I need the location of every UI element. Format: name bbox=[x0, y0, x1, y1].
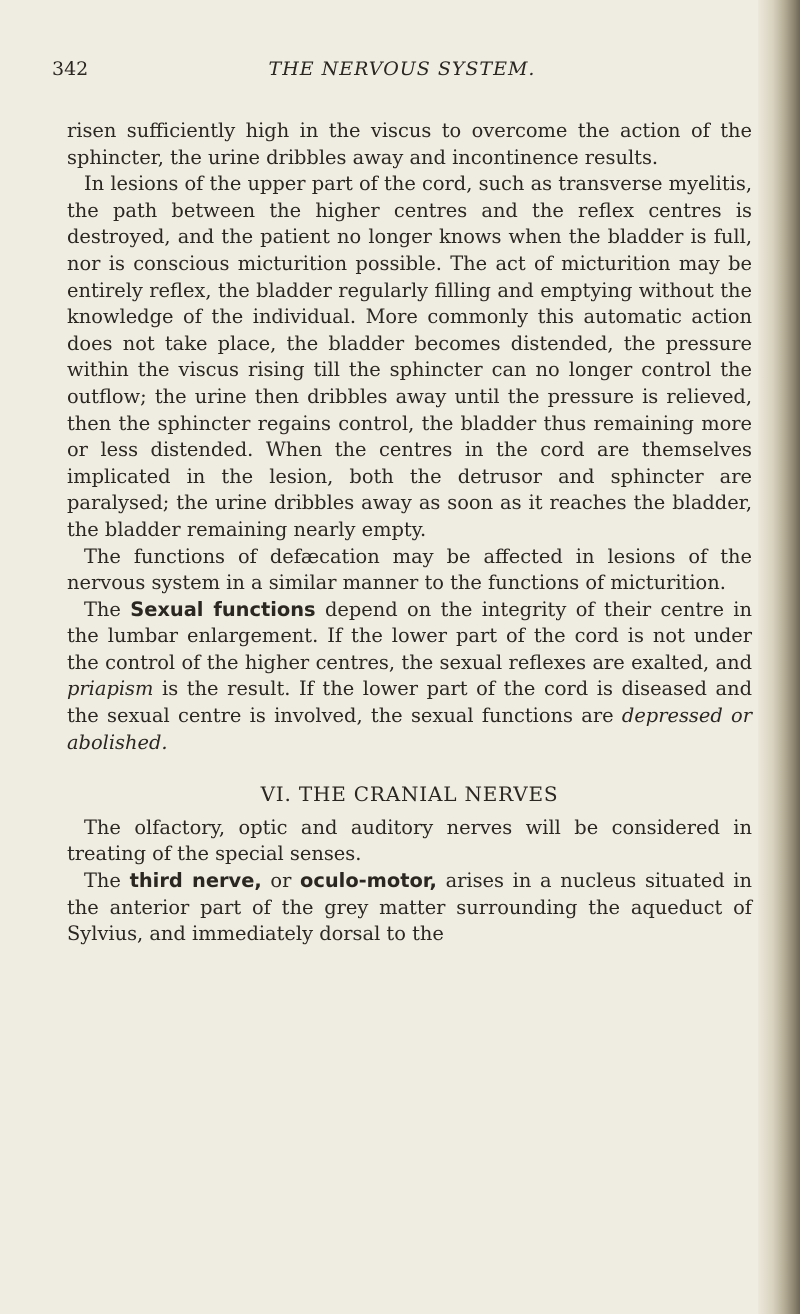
bold-term-oculo-motor: oculo-motor, bbox=[300, 869, 437, 893]
bold-term-third-nerve: third nerve, bbox=[129, 869, 262, 893]
body-text bbox=[67, 118, 752, 948]
paragraph-special-senses: The olfactory, optic and auditory nerves will be considered in treating of the special senses. bbox=[67, 815, 752, 866]
paragraph-continuation: risen sufficiently high in the viscus to overcome the action of the sphincter, the urine dribbles away and incontinence results. bbox=[67, 119, 752, 169]
text-run: arises in a nucleus situated in the anterior part of the grey matter surrounding the aqueduct of Sylvius, and immediately dorsal to the bbox=[67, 869, 752, 946]
text-run: The bbox=[84, 869, 130, 893]
text-run: depend on the integrity of their centre in the lumbar enlargement. If the lower part of the cord is not under the control of the higher centres, the sexual reflexes are exalted, and bbox=[67, 597, 752, 674]
italic-term-depressed: depressed or abolished. bbox=[67, 704, 752, 754]
page-header bbox=[52, 58, 732, 88]
page-edge-shadow bbox=[758, 0, 800, 1314]
running-head: THE NERVOUS SYSTEM. bbox=[268, 58, 536, 80]
text-run: or bbox=[261, 869, 301, 893]
page-number: 342 bbox=[52, 58, 89, 80]
paragraph-sexual-functions bbox=[67, 597, 752, 757]
bold-term-sexual-functions: Sexual functions bbox=[130, 597, 316, 621]
paragraph-upper-cord-lesions: In lesions of the upper part of the cord, such as transverse myelitis, the path between the higher centres and the reflex centres is destroyed, and the patient no longer knows when the bladder is full, nor is conscious micturition possible. The act of micturition may be entirely reflex, the bladder regularly filling and emptying without the knowledge of the individual. More commonly this automatic action does not take place, the bladder becomes distended, the pressure within the viscus rising till the sphincter can no longer control the outflow; the urine then dribbles away until the pressure is relieved, then the sphincter regains control, the bladder thus remaining more or less distended. When the centres in the cord are themselves implicated in the lesion, both the detrusor and sphincter are paralysed; the urine dribbles away as soon as it reaches the bladder, the bladder remaining nearly empty. bbox=[67, 172, 752, 541]
italic-term-priapism: priapism bbox=[67, 677, 154, 701]
section-heading: VI. THE CRANIAL NERVES bbox=[260, 782, 559, 807]
text-run: is the result. If the lower part of the cord is diseased and the sexual centre is involved, the sexual functions are bbox=[67, 677, 752, 728]
text-run: The bbox=[84, 597, 131, 621]
paragraph-defaecation: The functions of defæcation may be affected in lesions of the nervous system in a similar manner to the functions of micturition. bbox=[67, 544, 752, 595]
paragraph-third-nerve bbox=[67, 868, 752, 948]
